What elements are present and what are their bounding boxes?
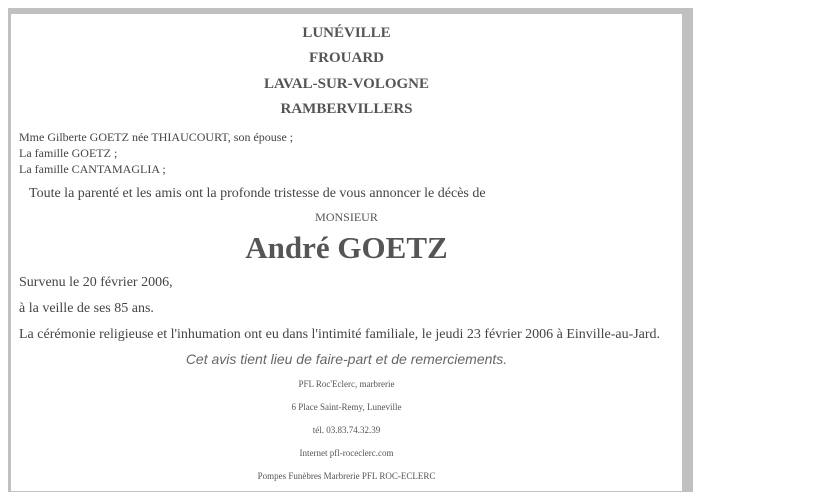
detail-ceremony: La cérémonie religieuse et l'inhumation ont eu dans l'intimité familiale, le jeudi 23 février 2006 à Einville-au-Jard. xyxy=(19,327,661,342)
honorific: MONSIEUR xyxy=(315,210,378,224)
detail-date: Survenu le 20 février 2006, xyxy=(19,275,173,290)
intro-text: Toute la parenté et les amis ont la profonde tristesse de vous annoncer le décès de xyxy=(29,186,486,201)
location-laval-sur-vologne: LAVAL-SUR-VOLOGNE xyxy=(263,76,429,92)
notice-text: Cet avis tient lieu de faire-part et de remerciements. xyxy=(185,351,508,367)
location-luneville: LUNÉVILLE xyxy=(302,25,391,41)
footer-address: 6 Place Saint-Remy, Luneville xyxy=(291,402,402,412)
footer-phone: tél. 03.83.74.32.39 xyxy=(312,425,381,435)
notice-frame xyxy=(8,8,693,492)
location-rambervillers: RAMBERVILLERS xyxy=(280,101,413,117)
footer-website: Internet pfl-roceclerc.com xyxy=(299,448,394,458)
footer-company: PFL Roc'Eclerc, marbrerie xyxy=(298,379,395,389)
family-line-cantamaglia: La famille CANTAMAGLIA ; xyxy=(19,162,166,176)
footer-company-full: Pompes Funèbres Marbrerie PFL ROC-ECLERC xyxy=(257,471,436,481)
detail-age: à la veille de ses 85 ans. xyxy=(19,301,154,316)
death-notice-card xyxy=(11,14,682,491)
family-line-goetz: La famille GOETZ ; xyxy=(19,146,118,160)
location-frouard: FROUARD xyxy=(309,50,384,66)
deceased-name: André GOETZ xyxy=(245,230,448,265)
family-line-spouse: Mme Gilberte GOETZ née THIAUCOURT, son épouse ; xyxy=(19,130,294,144)
